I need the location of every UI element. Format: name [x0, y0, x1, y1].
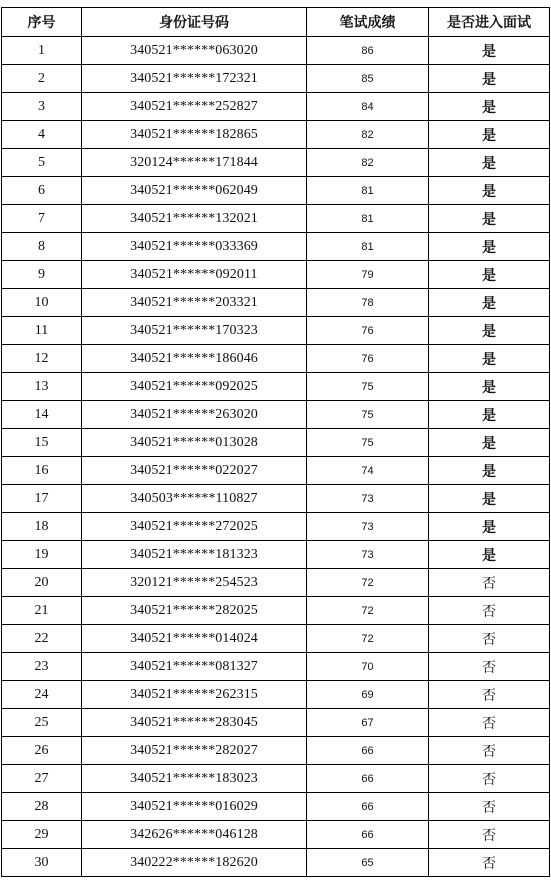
cell-written-score: 66: [307, 737, 429, 765]
cell-written-score: 72: [307, 569, 429, 597]
cell-seq: 26: [2, 737, 82, 765]
cell-interview: 是: [429, 513, 550, 541]
cell-seq: 27: [2, 765, 82, 793]
cell-written-score: 76: [307, 317, 429, 345]
table-row: [2, 37, 550, 65]
cell-seq: 4: [2, 121, 82, 149]
cell-written-score: 73: [307, 513, 429, 541]
cell-written-score: 74: [307, 457, 429, 485]
cell-seq: 24: [2, 681, 82, 709]
cell-interview: 是: [429, 541, 550, 569]
cell-seq: 16: [2, 457, 82, 485]
cell-written-score: 72: [307, 625, 429, 653]
table-row: [2, 401, 550, 429]
table-row: [2, 233, 550, 261]
cell-interview: 否: [429, 625, 550, 653]
cell-id-number: 340521******252827: [82, 93, 307, 121]
header-row: [2, 8, 550, 37]
cell-interview: 否: [429, 793, 550, 821]
table-row: [2, 373, 550, 401]
cell-id-number: 340521******016029: [82, 793, 307, 821]
table-row: [2, 149, 550, 177]
table-row: [2, 597, 550, 625]
cell-interview: 否: [429, 709, 550, 737]
cell-id-number: 340521******203321: [82, 289, 307, 317]
cell-written-score: 81: [307, 205, 429, 233]
cell-interview: 否: [429, 737, 550, 765]
cell-written-score: 75: [307, 401, 429, 429]
table-body: [2, 37, 550, 877]
cell-id-number: 340521******272025: [82, 513, 307, 541]
cell-id-number: 340222******182620: [82, 849, 307, 877]
cell-seq: 19: [2, 541, 82, 569]
cell-interview: 是: [429, 289, 550, 317]
header-id-number: 身份证号码: [82, 8, 307, 37]
table-row: [2, 653, 550, 681]
cell-written-score: 72: [307, 597, 429, 625]
cell-written-score: 73: [307, 541, 429, 569]
table-row: [2, 289, 550, 317]
cell-seq: 6: [2, 177, 82, 205]
cell-written-score: 70: [307, 653, 429, 681]
header-interview: 是否进入面试: [429, 8, 550, 37]
cell-id-number: 340521******172321: [82, 65, 307, 93]
cell-seq: 5: [2, 149, 82, 177]
header-written-score: 笔试成绩: [307, 8, 429, 37]
cell-interview: 是: [429, 149, 550, 177]
cell-id-number: 340521******033369: [82, 233, 307, 261]
table-row: [2, 569, 550, 597]
cell-id-number: 340521******262315: [82, 681, 307, 709]
cell-interview: 是: [429, 121, 550, 149]
cell-interview: 否: [429, 849, 550, 877]
cell-interview: 是: [429, 429, 550, 457]
cell-interview: 是: [429, 37, 550, 65]
cell-seq: 14: [2, 401, 82, 429]
cell-seq: 8: [2, 233, 82, 261]
cell-seq: 18: [2, 513, 82, 541]
cell-written-score: 73: [307, 485, 429, 513]
cell-written-score: 82: [307, 121, 429, 149]
cell-written-score: 84: [307, 93, 429, 121]
cell-written-score: 66: [307, 765, 429, 793]
cell-seq: 13: [2, 373, 82, 401]
cell-seq: 17: [2, 485, 82, 513]
table-row: [2, 849, 550, 877]
cell-interview: 是: [429, 177, 550, 205]
cell-interview: 否: [429, 765, 550, 793]
table-row: [2, 821, 550, 849]
cell-id-number: 340521******282025: [82, 597, 307, 625]
cell-interview: 是: [429, 485, 550, 513]
table-row: [2, 681, 550, 709]
cell-interview: 否: [429, 597, 550, 625]
cell-id-number: 340521******132021: [82, 205, 307, 233]
cell-id-number: 340521******183023: [82, 765, 307, 793]
table-row: [2, 765, 550, 793]
cell-interview: 是: [429, 317, 550, 345]
cell-written-score: 66: [307, 821, 429, 849]
table-row: [2, 65, 550, 93]
cell-id-number: 340521******263020: [82, 401, 307, 429]
cell-seq: 25: [2, 709, 82, 737]
cell-interview: 是: [429, 205, 550, 233]
table-row: [2, 485, 550, 513]
cell-seq: 29: [2, 821, 82, 849]
table-row: [2, 345, 550, 373]
cell-seq: 11: [2, 317, 82, 345]
cell-id-number: 340521******063020: [82, 37, 307, 65]
cell-id-number: 340521******170323: [82, 317, 307, 345]
header-seq: 序号: [2, 8, 82, 37]
cell-interview: 否: [429, 821, 550, 849]
table-row: [2, 793, 550, 821]
cell-written-score: 81: [307, 177, 429, 205]
cell-written-score: 82: [307, 149, 429, 177]
cell-id-number: 340521******283045: [82, 709, 307, 737]
cell-id-number: 340521******186046: [82, 345, 307, 373]
table-row: [2, 261, 550, 289]
table-row: [2, 205, 550, 233]
cell-id-number: 340521******092011: [82, 261, 307, 289]
cell-id-number: 340521******182865: [82, 121, 307, 149]
results-table: [1, 7, 550, 877]
cell-seq: 20: [2, 569, 82, 597]
table-row: [2, 93, 550, 121]
cell-seq: 1: [2, 37, 82, 65]
table-row: [2, 177, 550, 205]
cell-id-number: 340521******282027: [82, 737, 307, 765]
cell-id-number: 340521******022027: [82, 457, 307, 485]
cell-interview: 是: [429, 233, 550, 261]
cell-seq: 2: [2, 65, 82, 93]
cell-id-number: 342626******046128: [82, 821, 307, 849]
cell-id-number: 340521******013028: [82, 429, 307, 457]
cell-seq: 21: [2, 597, 82, 625]
cell-seq: 12: [2, 345, 82, 373]
cell-written-score: 81: [307, 233, 429, 261]
cell-seq: 9: [2, 261, 82, 289]
table-row: [2, 513, 550, 541]
table-row: [2, 317, 550, 345]
cell-written-score: 75: [307, 373, 429, 401]
cell-written-score: 66: [307, 793, 429, 821]
cell-interview: 是: [429, 345, 550, 373]
table-row: [2, 429, 550, 457]
cell-id-number: 340521******181323: [82, 541, 307, 569]
cell-seq: 3: [2, 93, 82, 121]
cell-id-number: 340521******062049: [82, 177, 307, 205]
cell-seq: 30: [2, 849, 82, 877]
cell-interview: 是: [429, 93, 550, 121]
cell-interview: 是: [429, 261, 550, 289]
cell-interview: 否: [429, 653, 550, 681]
cell-written-score: 78: [307, 289, 429, 317]
table-row: [2, 737, 550, 765]
cell-written-score: 75: [307, 429, 429, 457]
cell-seq: 28: [2, 793, 82, 821]
cell-written-score: 76: [307, 345, 429, 373]
cell-interview: 否: [429, 681, 550, 709]
table-row: [2, 541, 550, 569]
cell-id-number: 340521******014024: [82, 625, 307, 653]
cell-written-score: 86: [307, 37, 429, 65]
cell-id-number: 340521******092025: [82, 373, 307, 401]
cell-written-score: 67: [307, 709, 429, 737]
cell-id-number: 340521******081327: [82, 653, 307, 681]
cell-seq: 7: [2, 205, 82, 233]
cell-interview: 是: [429, 373, 550, 401]
table-row: [2, 625, 550, 653]
table-row: [2, 457, 550, 485]
cell-interview: 是: [429, 457, 550, 485]
cell-written-score: 69: [307, 681, 429, 709]
table-row: [2, 709, 550, 737]
cell-seq: 22: [2, 625, 82, 653]
cell-interview: 否: [429, 569, 550, 597]
cell-seq: 23: [2, 653, 82, 681]
cell-id-number: 320124******171844: [82, 149, 307, 177]
cell-seq: 15: [2, 429, 82, 457]
table-header: [2, 8, 550, 37]
table-row: [2, 121, 550, 149]
cell-written-score: 85: [307, 65, 429, 93]
cell-interview: 是: [429, 401, 550, 429]
cell-written-score: 79: [307, 261, 429, 289]
cell-interview: 是: [429, 65, 550, 93]
cell-id-number: 340503******110827: [82, 485, 307, 513]
cell-written-score: 65: [307, 849, 429, 877]
cell-id-number: 320121******254523: [82, 569, 307, 597]
cell-seq: 10: [2, 289, 82, 317]
